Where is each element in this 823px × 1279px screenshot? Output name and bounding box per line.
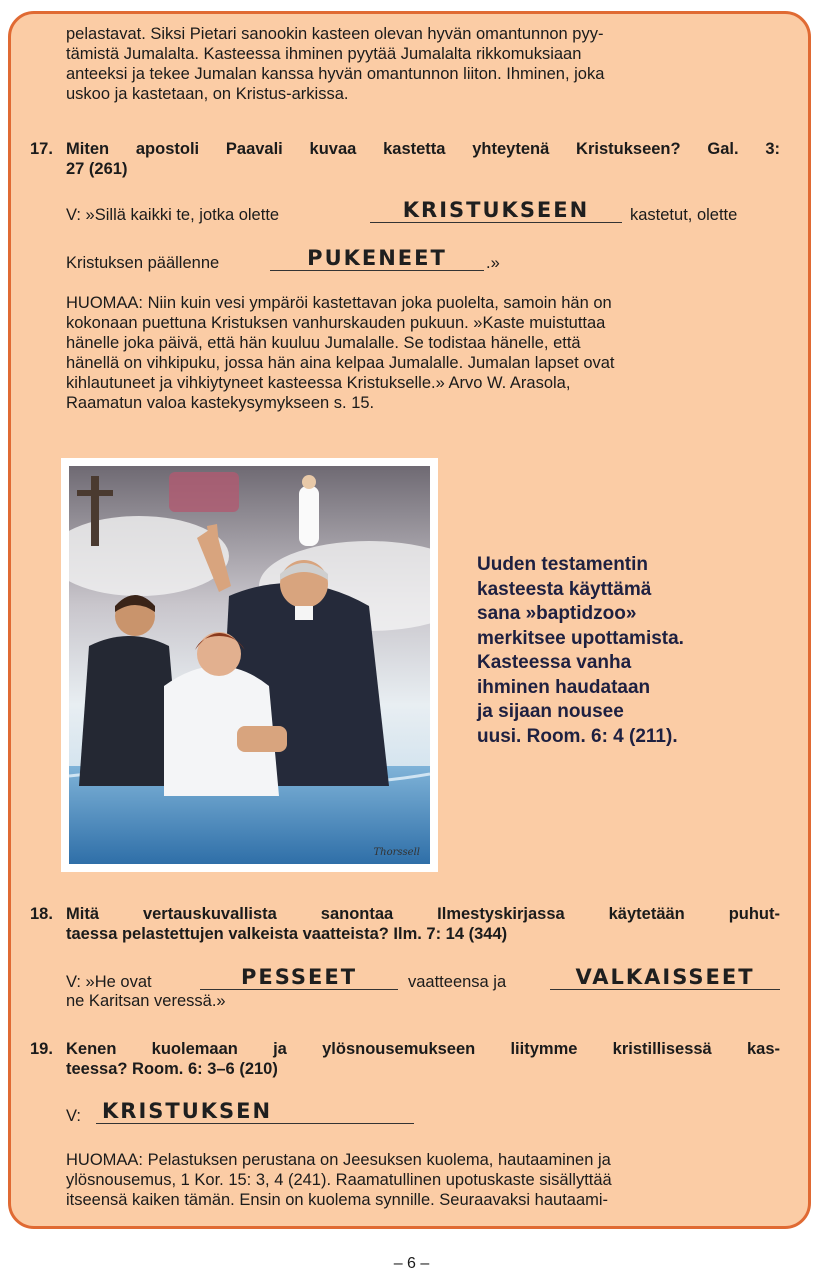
note-17	[66, 293, 780, 413]
caption-line: Uuden testamentin	[477, 554, 649, 575]
question-text: Kenen kuolemaan ja ylösnousemukseen liitymme kristillisessä kas-	[66, 1040, 780, 1058]
text-line: Raamatun valoa kastekysymykseen s. 15.	[66, 394, 375, 412]
question-number: 19.	[30, 1040, 53, 1058]
caption-line: uusi. Room. 6: 4 (211).	[477, 725, 678, 747]
answer-18-line-2: ne Karitsan veressä.»	[66, 992, 226, 1010]
answer-blank[interactable]: PUKENEET	[270, 246, 484, 271]
text-line: HUOMAA: Pelastuksen perustana on Jeesuksen kuolema, hautaaminen ja	[66, 1151, 611, 1169]
caption-line: ihminen haudataan	[477, 676, 651, 698]
answer-18-mid: vaatteensa ja	[408, 973, 507, 991]
question-text: teessa? Room. 6: 3–6 (210)	[66, 1060, 278, 1078]
intro-paragraph	[66, 24, 780, 104]
text-line: uskoo ja kastetaan, on Kristus-arkissa.	[66, 85, 349, 103]
answer-blank[interactable]: KRISTUKSEN	[96, 1099, 414, 1124]
answer-suffix: .»	[486, 254, 500, 272]
question-17	[30, 139, 780, 179]
text-line: itseensä kaiken tämän. Ensin on kuolema synnille. Seuraavaksi hautaami-	[66, 1191, 609, 1209]
answer-17-mid: kastetut, olette	[630, 206, 738, 224]
note-19	[66, 1150, 780, 1210]
question-19	[30, 1039, 780, 1079]
question-text: 27 (261)	[66, 160, 128, 178]
answer-17-line-2	[66, 254, 219, 273]
answer-prefix: V: »He ovat	[66, 973, 152, 991]
caption-line: sana »baptidzoo»	[477, 603, 637, 624]
text-line: hänelle joka päivä, että hän kuuluu Jumalalle. Se todistaa hänelle, että	[66, 334, 581, 352]
answer-blank[interactable]: VALKAISSEET	[550, 965, 780, 990]
answer-prefix: V:	[66, 1107, 81, 1125]
text-line: pelastavat. Siksi Pietari sanookin kasteen olevan hyvän omantunnon pyy-	[66, 25, 604, 43]
answer-18-line-1	[66, 973, 152, 992]
caption-line: Kasteessa vanha	[477, 652, 632, 673]
answer-prefix: V: »Sillä kaikki te, jotka olette	[66, 206, 280, 224]
caption-line: ja sijaan nousee	[477, 701, 624, 722]
question-number: 18.	[30, 905, 53, 923]
answer-blank[interactable]: KRISTUKSEEN	[370, 198, 622, 223]
caption-line: merkitsee upottamista.	[477, 627, 684, 649]
text-line: hänellä on vihkipuku, jossa hän aina kelpaa Jumalalle. Jumalan lapset ovat	[66, 354, 615, 372]
question-text: Mitä vertauskuvallista sanontaa Ilmestyskirjassa käytetään puhut-	[66, 905, 780, 923]
artist-signature: Thorssell	[373, 847, 420, 858]
caption-line: kasteesta käyttämä	[477, 578, 652, 600]
question-text: Miten apostoli Paavali kuvaa kastetta yhteytenä Kristukseen? Gal. 3:	[66, 140, 780, 158]
answer-blank[interactable]: PESSEET	[200, 965, 398, 990]
baptism-illustration	[61, 458, 438, 872]
answer-17-line-1	[66, 206, 279, 225]
question-number: 17.	[30, 140, 53, 158]
baptism-painting	[69, 466, 430, 864]
page-number: – 6 –	[393, 1255, 430, 1272]
text-line: kihlautuneet ja vihkiytyneet kasteessa Kristukselle.» Arvo W. Arasola,	[66, 374, 571, 392]
question-text: taessa pelastettujen valkeista vaatteista? Ilm. 7: 14 (344)	[66, 925, 508, 943]
image-caption	[477, 553, 777, 749]
text-line: anteeksi ja tekee Jumalan kanssa hyvän omantunnon liiton. Ihminen, joka	[66, 65, 605, 83]
text-line: kokonaan puettuna Kristuksen vanhurskauden pukuun. »Kaste muistuttaa	[66, 314, 606, 332]
answer-prefix: Kristuksen päällenne	[66, 254, 220, 272]
text-line: tämistä Jumalalta. Kasteessa ihminen pyytää Jumalalta rikkomuksiaan	[66, 45, 582, 63]
text-line: HUOMAA: Niin kuin vesi ympäröi kastettavan joka puolelta, samoin hän on	[66, 294, 612, 312]
text-line: ylösnousemus, 1 Kor. 15: 3, 4 (241). Raamatullinen upotuskaste sisällyttää	[66, 1171, 612, 1189]
answer-19-line	[66, 1107, 81, 1126]
question-18	[30, 904, 780, 944]
